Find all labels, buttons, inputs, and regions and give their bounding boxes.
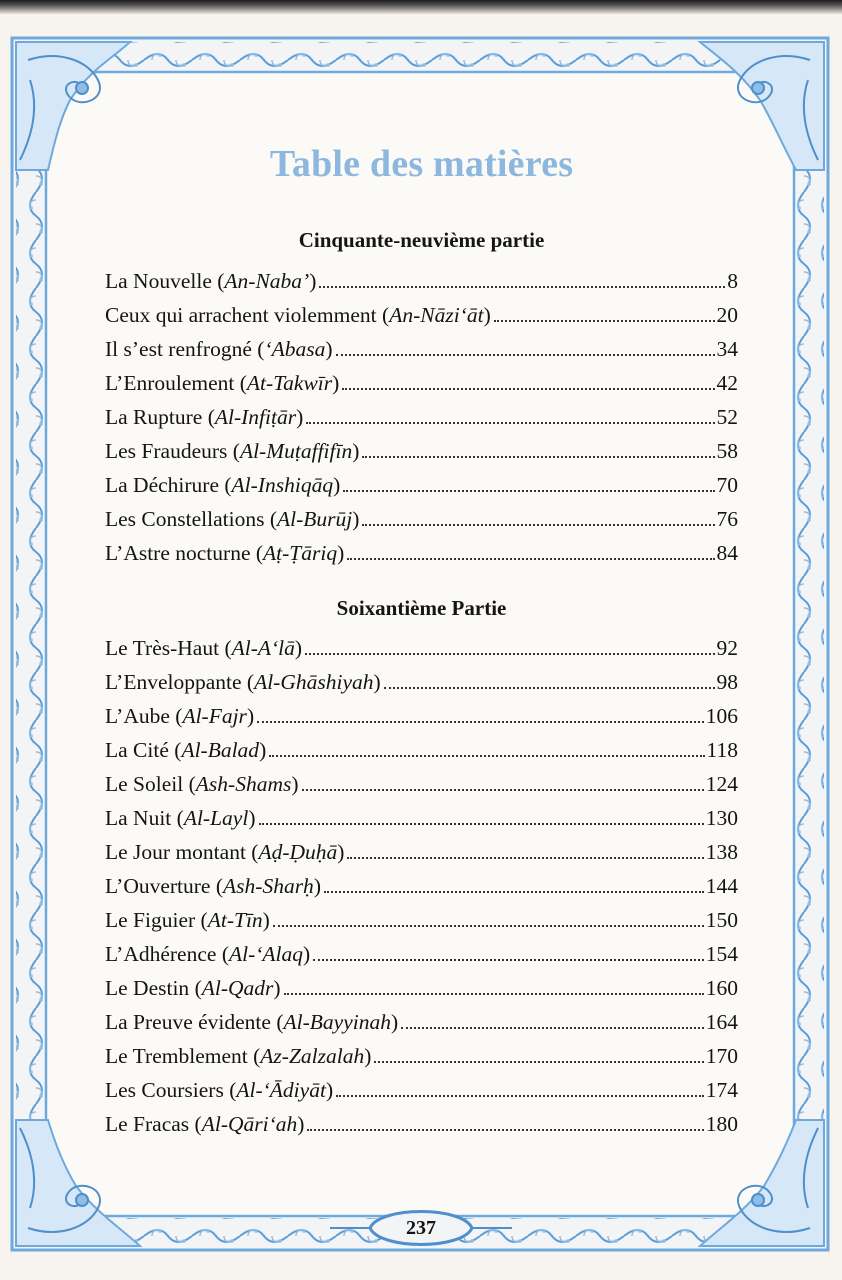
toc-entry: La Preuve évidente (Al-Bayyinah) 164 bbox=[105, 1010, 738, 1034]
entry-transliteration: Al-Muṭaffifīn bbox=[239, 439, 353, 463]
toc-entry: L’Astre nocturne (Aṭ-Ṭāriq) 84 bbox=[105, 541, 738, 565]
dot-leader bbox=[384, 687, 715, 689]
entry-transliteration: Al-Bayyinah bbox=[283, 1010, 391, 1034]
dot-leader bbox=[401, 1027, 704, 1029]
entry-title: Le Destin bbox=[105, 976, 190, 1000]
page-number: 237 bbox=[406, 1216, 436, 1239]
entry-transliteration: Az-Zalzalah bbox=[260, 1044, 365, 1068]
dot-leader bbox=[302, 789, 704, 791]
dot-leader bbox=[362, 456, 714, 458]
entry-title: L’Enroulement bbox=[105, 371, 235, 395]
entry-page-number: 8 bbox=[727, 269, 738, 293]
dot-leader bbox=[362, 524, 714, 526]
entry-page-number: 58 bbox=[716, 439, 738, 463]
entry-title: La Cité bbox=[105, 738, 169, 762]
section-heading: Soixantième Partie bbox=[336, 596, 507, 620]
toc-entry: L’Enroulement (At-Takwīr) 42 bbox=[105, 371, 738, 395]
entry-page-number: 174 bbox=[705, 1078, 738, 1102]
dot-leader bbox=[347, 558, 714, 560]
entry-transliteration: Al-Layl bbox=[183, 806, 249, 830]
dot-leader bbox=[259, 823, 704, 825]
entry-transliteration: Aṭ-Ṭāriq bbox=[263, 541, 338, 565]
entry-page-number: 34 bbox=[716, 337, 738, 361]
entry-page-number: 98 bbox=[716, 670, 738, 694]
toc-entry: Les Fraudeurs (Al-Muṭaffifīn) 58 bbox=[105, 439, 738, 463]
entry-page-number: 42 bbox=[716, 371, 738, 395]
toc-entry: L’Enveloppante (Al-Ghāshiyah) 98 bbox=[105, 670, 738, 694]
entry-page-number: 154 bbox=[705, 942, 738, 966]
entry-page-number: 160 bbox=[705, 976, 738, 1000]
toc-entry: Le Fracas (Al-Qāri‘ah) 180 bbox=[105, 1112, 738, 1136]
toc-entry: Le Jour montant (Aḍ-Ḍuḥā) 138 bbox=[105, 840, 738, 864]
entry-page-number: 84 bbox=[716, 541, 738, 565]
entry-transliteration: Al-Burūj bbox=[277, 507, 353, 531]
toc-entry: Ceux qui arrachent violemment (An-Nāzi‘āt) 20 bbox=[105, 303, 738, 327]
entry-title: Les Fraudeurs bbox=[105, 439, 228, 463]
entry-title: Le Très-Haut bbox=[105, 636, 220, 660]
toc-entry: Il s’est renfrogné (‘Abasa) 34 bbox=[105, 337, 738, 361]
dot-leader bbox=[319, 286, 725, 288]
entry-transliteration: Al-Fajr bbox=[182, 704, 247, 728]
dot-leader bbox=[305, 653, 714, 655]
entry-page-number: 144 bbox=[705, 874, 738, 898]
entry-title: Le Fracas bbox=[105, 1112, 190, 1136]
dot-leader bbox=[336, 354, 715, 356]
entry-page-number: 164 bbox=[705, 1010, 738, 1034]
dot-leader bbox=[257, 721, 704, 723]
entry-title: La Rupture bbox=[105, 405, 203, 429]
section-heading: Cinquante-neuvième partie bbox=[298, 228, 545, 252]
dot-leader bbox=[307, 1129, 703, 1131]
page-title: Table des matières bbox=[269, 143, 574, 185]
entry-title: Ceux qui arrachent violemment bbox=[105, 303, 377, 327]
dot-leader bbox=[494, 320, 715, 322]
entry-page-number: 124 bbox=[705, 772, 738, 796]
entry-page-number: 106 bbox=[705, 704, 738, 728]
toc-entry: Le Tremblement (Az-Zalzalah) 170 bbox=[105, 1044, 738, 1068]
entry-title: Le Soleil bbox=[105, 772, 184, 796]
entry-page-number: 118 bbox=[706, 738, 738, 762]
entry-page-number: 180 bbox=[705, 1112, 738, 1136]
entry-transliteration: Aḍ-Ḍuḥā bbox=[258, 840, 338, 864]
entry-page-number: 170 bbox=[705, 1044, 738, 1068]
entry-page-number: 138 bbox=[705, 840, 738, 864]
entry-transliteration: At-Takwīr bbox=[246, 371, 333, 395]
entry-title: Le Jour montant bbox=[105, 840, 246, 864]
toc-entry: Le Figuier (At-Tīn) 150 bbox=[105, 908, 738, 932]
dot-leader bbox=[324, 891, 704, 893]
entry-title: Le Tremblement bbox=[105, 1044, 248, 1068]
entry-title: La Nuit bbox=[105, 806, 172, 830]
entry-transliteration: Al-Ghāshiyah bbox=[254, 670, 374, 694]
toc-entry: L’Aube (Al-Fajr) 106 bbox=[105, 704, 738, 728]
entry-transliteration: Al-Qāri‘ah bbox=[201, 1112, 298, 1136]
entry-page-number: 150 bbox=[705, 908, 738, 932]
dot-leader bbox=[313, 959, 704, 961]
entry-transliteration: Al-Infiṭār bbox=[214, 405, 297, 429]
entry-transliteration: Al-‘Alaq bbox=[228, 942, 304, 966]
dot-leader bbox=[273, 925, 704, 927]
dot-leader bbox=[269, 755, 704, 757]
entry-title: La Preuve évidente bbox=[105, 1010, 271, 1034]
entry-transliteration: Ash-Sharḥ bbox=[223, 874, 314, 898]
entry-page-number: 76 bbox=[716, 507, 738, 531]
entry-transliteration: An-Nāzi‘āt bbox=[389, 303, 484, 327]
entry-transliteration: Al-‘Ādiyāt bbox=[236, 1078, 326, 1102]
toc-entry: L’Adhérence (Al-‘Alaq) 154 bbox=[105, 942, 738, 966]
toc-entry: Le Soleil (Ash-Shams) 124 bbox=[105, 772, 738, 796]
entry-title: L’Adhérence bbox=[105, 942, 217, 966]
toc-entry: Le Destin (Al-Qadr) 160 bbox=[105, 976, 738, 1000]
dot-leader bbox=[374, 1061, 703, 1063]
entry-transliteration: An-Naba’ bbox=[224, 269, 310, 293]
entry-title: L’Enveloppante bbox=[105, 670, 242, 694]
entry-transliteration: Al-Inshiqāq bbox=[231, 473, 334, 497]
toc-entry: La Cité (Al-Balad) 118 bbox=[105, 738, 738, 762]
entry-transliteration: Ash-Shams bbox=[195, 772, 292, 796]
toc-entry: La Rupture (Al-Infiṭār) 52 bbox=[105, 405, 738, 429]
entry-title: La Nouvelle bbox=[105, 269, 212, 293]
entry-transliteration: ‘Abasa bbox=[264, 337, 326, 361]
dot-leader bbox=[306, 422, 714, 424]
entry-transliteration: Al-A‘lā bbox=[231, 636, 295, 660]
toc-entry: La Nouvelle (An-Naba’) 8 bbox=[105, 269, 738, 293]
entry-page-number: 52 bbox=[716, 405, 738, 429]
entry-title: Il s’est renfrogné bbox=[105, 337, 252, 361]
toc-entry: Les Constellations (Al-Burūj) 76 bbox=[105, 507, 738, 531]
toc-entry: L’Ouverture (Ash-Sharḥ) 144 bbox=[105, 874, 738, 898]
entry-title: L’Ouverture bbox=[105, 874, 211, 898]
entry-transliteration: Al-Qadr bbox=[201, 976, 274, 1000]
dot-leader bbox=[336, 1095, 704, 1097]
entry-title: Le Figuier bbox=[105, 908, 196, 932]
entry-page-number: 92 bbox=[716, 636, 738, 660]
dot-leader bbox=[343, 490, 714, 492]
entry-title: La Déchirure bbox=[105, 473, 219, 497]
toc-entry: La Nuit (Al-Layl) 130 bbox=[105, 806, 738, 830]
entry-transliteration: At-Tīn bbox=[207, 908, 263, 932]
dot-leader bbox=[347, 857, 703, 859]
entry-title: L’Astre nocturne bbox=[105, 541, 251, 565]
entry-transliteration: Al-Balad bbox=[181, 738, 260, 762]
toc-entry: Les Coursiers (Al-‘Ādiyāt) 174 bbox=[105, 1078, 738, 1102]
toc-entry: Le Très-Haut (Al-A‘lā) 92 bbox=[105, 636, 738, 660]
entry-title: Les Constellations bbox=[105, 507, 265, 531]
dot-leader bbox=[342, 388, 714, 390]
entry-page-number: 130 bbox=[705, 806, 738, 830]
entry-title: Les Coursiers bbox=[105, 1078, 224, 1102]
entry-page-number: 20 bbox=[716, 303, 738, 327]
dot-leader bbox=[284, 993, 704, 995]
entry-title: L’Aube bbox=[105, 704, 170, 728]
toc-entry: La Déchirure (Al-Inshiqāq) 70 bbox=[105, 473, 738, 497]
entry-page-number: 70 bbox=[716, 473, 738, 497]
